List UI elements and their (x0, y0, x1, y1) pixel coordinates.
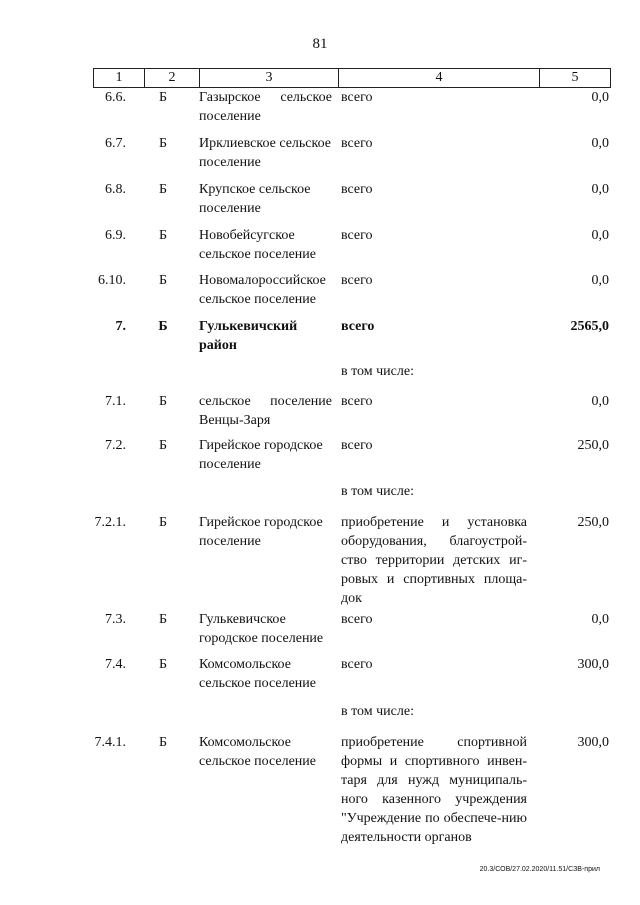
row-number: 7.1. (105, 394, 126, 409)
column-header-row (93, 68, 611, 88)
row-code: Б (158, 182, 168, 197)
column-header-3: 3 (200, 69, 339, 88)
row-code: Б (158, 515, 168, 530)
row-number: 7.2.1. (94, 515, 126, 530)
row-number: 6.8. (105, 182, 126, 197)
page-number: 81 (312, 36, 328, 52)
row-description: приобретение спортивной формы и спортивного инвен-таря для нужд муниципаль-ного казенного учреждения "Учреждение по обеспече-нию деятельности органов (341, 735, 527, 845)
row-description: приобретение и установка оборудования, благоустрой-ство территории детских иг-ровых и спортивных площа-док (341, 515, 527, 606)
row-name: Новомалороссийское сельское поселение (199, 273, 326, 307)
row-name: сельское поселение Венцы-Заря (199, 394, 332, 428)
row-description: всего (341, 273, 373, 288)
row-value: 300,0 (577, 657, 609, 672)
row-code: Б (158, 438, 168, 453)
row-code: Б (158, 657, 168, 672)
row-name: Гирейское городское поселение (199, 438, 323, 472)
row-description: всего (341, 657, 373, 672)
row-value: 0,0 (591, 228, 609, 243)
row-name: Гулькевичское городское поселение (199, 612, 324, 646)
row-number: 7.4.1. (94, 735, 126, 750)
row-number: 7.2. (105, 438, 126, 453)
row-value: 250,0 (577, 515, 609, 530)
subtotal-note: в том числе: (341, 364, 414, 379)
row-number: 6.9. (105, 228, 126, 243)
subtotal-note: в том числе: (341, 704, 414, 719)
row-code: Б (158, 273, 168, 288)
row-number: 7. (115, 319, 126, 334)
row-name: Ирклиевское сельское поселение (199, 136, 331, 170)
row-code: Б (158, 319, 168, 334)
row-code: Б (158, 228, 168, 243)
row-name: Гирейское городское поселение (199, 515, 323, 549)
column-header-1: 1 (94, 69, 145, 88)
row-value: 0,0 (591, 90, 609, 105)
row-value: 2565,0 (570, 319, 609, 334)
row-name: Комсомольское сельское поселение (199, 735, 316, 769)
row-description: всего (341, 612, 373, 627)
row-code: Б (158, 394, 168, 409)
row-description: всего (341, 438, 373, 453)
row-name: Гулькевичский район (199, 319, 298, 353)
row-description: всего (341, 136, 373, 151)
row-name: Крупское сельское поселение (199, 182, 311, 216)
row-number: 6.6. (105, 90, 126, 105)
row-value: 0,0 (591, 612, 609, 627)
row-value: 0,0 (591, 394, 609, 409)
row-description: всего (341, 319, 375, 334)
row-code: Б (158, 90, 168, 105)
row-value: 250,0 (577, 438, 609, 453)
row-description: всего (341, 228, 373, 243)
row-number: 7.4. (105, 657, 126, 672)
column-header-2: 2 (145, 69, 200, 88)
document-footer-code: 20.3/СОВ/27.02.2020/11.51/СЗВ-прил (479, 866, 600, 873)
row-value: 300,0 (577, 735, 609, 750)
column-header-5: 5 (540, 69, 611, 88)
row-name: Газырское сельское поселение (199, 90, 332, 124)
row-number: 6.7. (105, 136, 126, 151)
column-header-4: 4 (339, 69, 540, 88)
row-code: Б (158, 136, 168, 151)
row-description: всего (341, 90, 373, 105)
row-description: всего (341, 182, 373, 197)
row-name: Новобейсугское сельское поселение (199, 228, 316, 262)
row-number: 6.10. (98, 273, 126, 288)
row-value: 0,0 (591, 182, 609, 197)
row-name: Комсомольское сельское поселение (199, 657, 316, 691)
row-code: Б (158, 735, 168, 750)
subtotal-note: в том числе: (341, 484, 414, 499)
row-number: 7.3. (105, 612, 126, 627)
row-code: Б (158, 612, 168, 627)
row-value: 0,0 (591, 273, 609, 288)
row-value: 0,0 (591, 136, 609, 151)
row-description: всего (341, 394, 373, 409)
